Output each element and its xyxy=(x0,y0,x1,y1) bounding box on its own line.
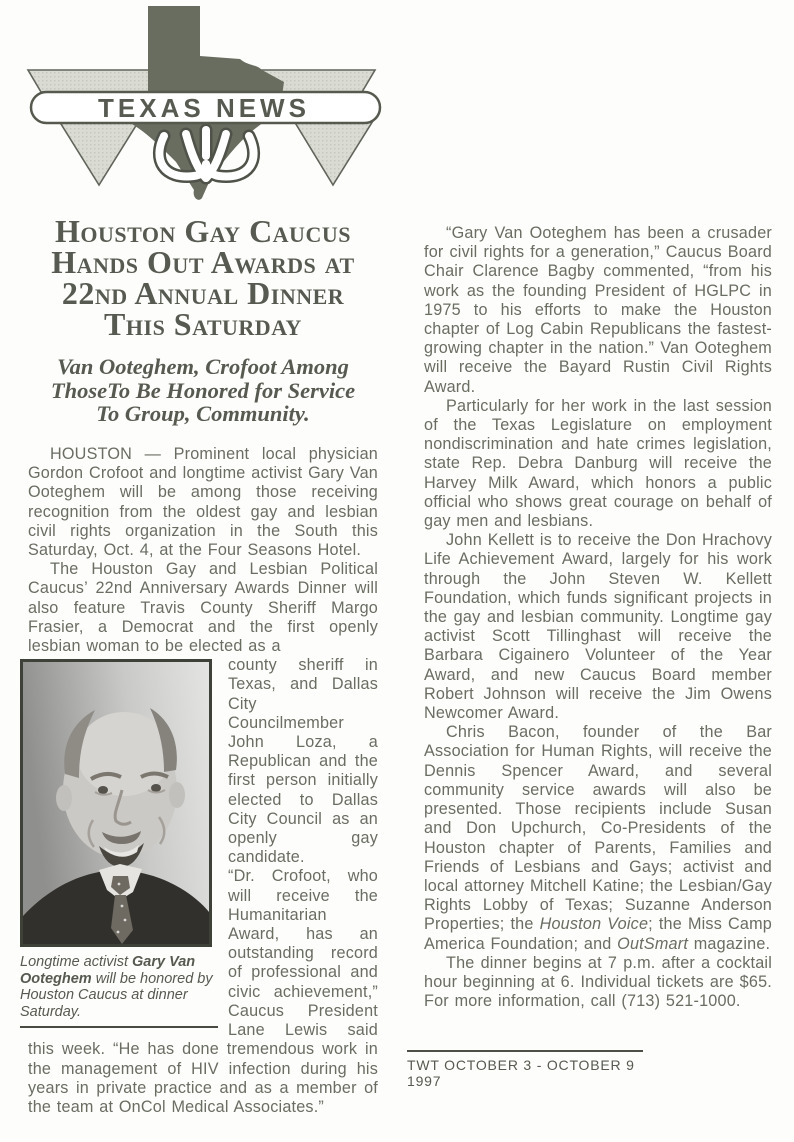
body-paragraph-wrap: county sheriff in Texas, and Dallas City Councilmember John Loza, a Republican and the first person initially elected to Dallas City Council as an openly gay candidate. xyxy=(228,656,378,867)
subhead-line: ThoseTo Be Honored for Service xyxy=(50,377,356,403)
left-column xyxy=(20,445,378,1117)
caption-divider xyxy=(20,1026,218,1028)
body-paragraph: John Kellett is to receive the Don Hrachovy Life Achievement Award, largely for his work through the John Steven W. Kellett Foundation, which funds significant projects in the gay and lesbian community. Longtime gay activist Scott Tillinghast will receive the Barbara Cigainero Volunteer of the Year Award, and new Caucus Board member Robert Johnson will receive the Jim Owens Newcomer Award. xyxy=(424,531,772,723)
texas-news-masthead xyxy=(26,4,382,204)
article-subhead xyxy=(28,355,378,426)
masthead-right-triangle xyxy=(291,116,376,185)
article-headline xyxy=(28,213,378,342)
body-paragraph: The Houston Gay and Lesbian Political Caucus’ 22nd Anniversary Awards Dinner will also feature Travis County Sheriff Margo Frasier, a Democrat and the first openly lesbian woman to be elected as a xyxy=(28,560,378,656)
headline-line: This Saturday xyxy=(104,306,302,342)
issue-footer xyxy=(407,1050,643,1089)
body-paragraph-wrap: “Dr. Crofoot, who will receive the Humanitarian Award, has an outstanding record of professional and civic achievement,” Caucus President Lane Lewis said this week. “He has done tremendous work in the management of HIV infection during his years in private practice and as a member of the team at OnCol Medical Associates.” xyxy=(28,867,378,1116)
headline-line: Hands Out Awards at xyxy=(51,244,355,280)
masthead-left-triangle xyxy=(56,116,142,185)
headline-line: Houston Gay Caucus xyxy=(55,213,351,249)
body-paragraph-lede: HOUSTON — Prominent local physician Gordon Crofoot and longtime activist Gary Van Ooteghem will be among those receiving recognition from the oldest gay and lesbian civil rights organization in the South this Saturday, Oct. 4, at the Four Seasons Hotel. xyxy=(28,445,378,560)
subhead-line: Van Ooteghem, Crofoot Among xyxy=(57,354,349,379)
right-column xyxy=(424,224,772,1011)
headline-block xyxy=(28,213,378,426)
subhead-line: To Group, Community. xyxy=(96,401,310,426)
portrait-illustration xyxy=(23,662,209,944)
body-paragraph: Chris Bacon, founder of the Bar Association for Human Rights, will receive the Dennis Spencer Award, and several community service awards will also be presented. Those recipients include Susan and Don Upchurch, Co-Presidents of the Houston chapter of Parents, Families and Friends of Lesbians and Gays; activist and local attorney Mitchell Katine; the Lesbian/Gay Rights Lobby of Texas; Suzanne Anderson Properties; the Houston Voice; the Miss Camp America Foundation; and OutSmart magazine. xyxy=(424,723,772,953)
body-paragraph: “Gary Van Ooteghem has been a crusader for civil rights for a generation,” Caucus Board Chair Clarence Bagby commented, “from his work as the founding President of HGLPC in 1975 to his efforts to make the Houston chapter of Log Cabin Republicans the fastest-growing chapter in the nation.” Van Ooteghem will receive the Bayard Rustin Civil Rights Award. xyxy=(424,224,772,396)
masthead-banner-label: TEXAS NEWS xyxy=(98,93,310,123)
issue-date-line: TWT OCTOBER 3 - OCTOBER 9 1997 xyxy=(407,1057,635,1089)
body-paragraph: The dinner begins at 7 p.m. after a cocktail hour beginning at 6. Individual tickets are $65. For more information, call (713) 521-1000. xyxy=(424,953,772,1011)
headline-line: 22nd Annual Dinner xyxy=(61,275,345,311)
photo-caption: Longtime activist Gary Van Ooteghem will be honored by Houston Caucus at dinner Saturday. xyxy=(20,954,213,1020)
photo-figure xyxy=(20,659,220,1028)
body-paragraph: Particularly for her work in the last session of the Texas Legislature on employment nondiscrimination and hate crimes legislation, state Rep. Debra Danburg will receive the Harvey Milk Award, which honors a public official who shows great courage on behalf of gay men and lesbians. xyxy=(424,396,772,531)
portrait-photo xyxy=(20,659,212,947)
